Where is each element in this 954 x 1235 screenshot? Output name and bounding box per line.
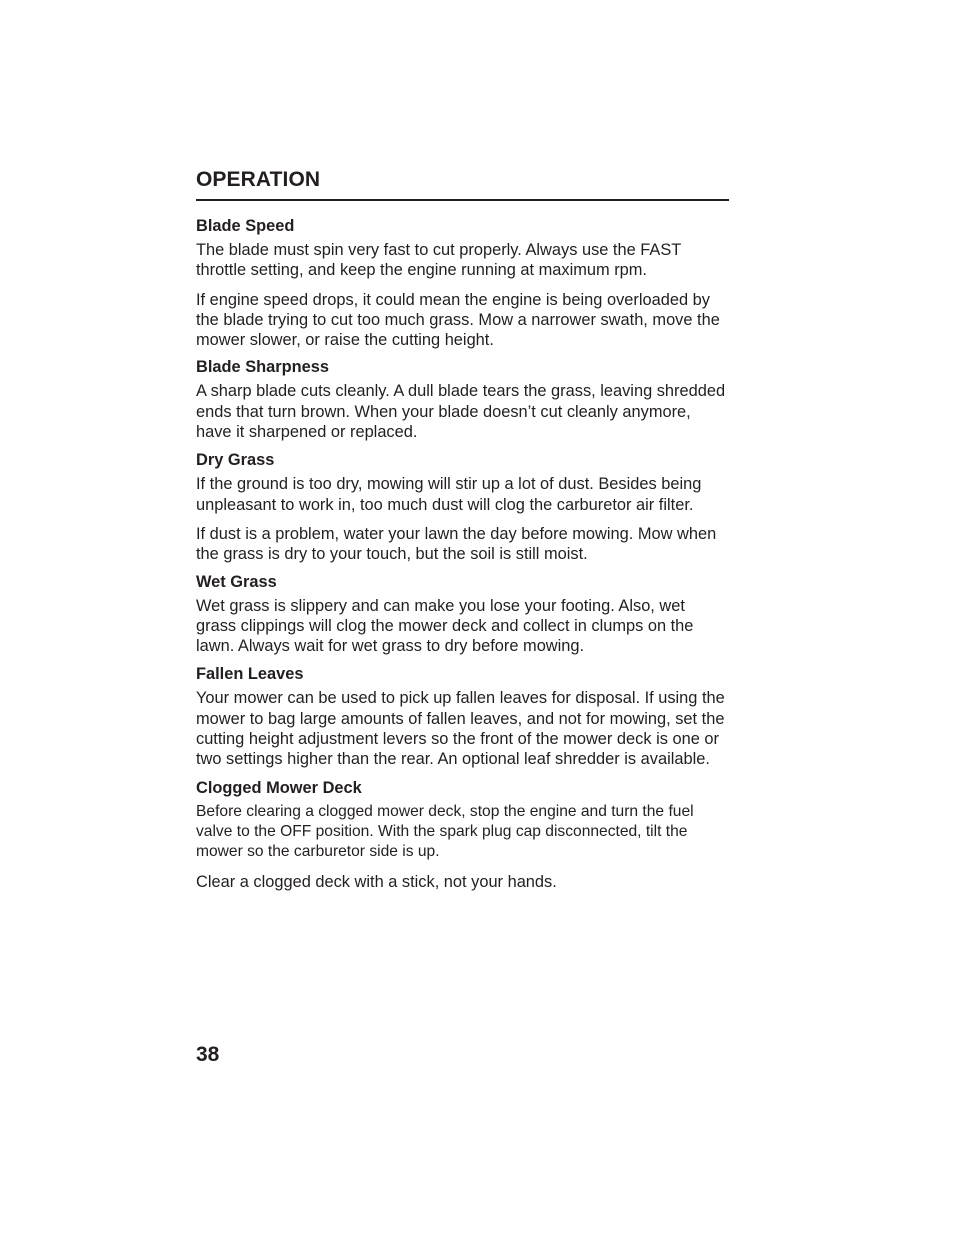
paragraph: Before clearing a clogged mower deck, stop the engine and turn the fuel valve to the OFF position. With the spark plug cap disconnected, tilt the mower so the carburetor side is up. [196, 802, 694, 861]
topic-fallen-leaves [196, 664, 729, 769]
paragraph: If the ground is too dry, mowing will stir up a lot of dust. Besides being unpleasant to work in, too much dust will clog the carburetor air filter. [196, 475, 702, 514]
topic-blade-sharpness [196, 357, 729, 442]
topic-blade-speed [196, 216, 729, 350]
topic-heading: Wet Grass [196, 572, 277, 591]
topic-heading: Dry Grass [196, 451, 275, 470]
topic-clogged-mower-deck [196, 778, 729, 892]
paragraph: Clear a clogged deck with a stick, not your hands. [196, 872, 557, 891]
page-number: 38 [196, 1043, 220, 1066]
topic-heading: Fallen Leaves [196, 665, 304, 684]
topic-dry-grass [196, 450, 729, 564]
paragraph: The blade must spin very fast to cut properly. Always use the FAST throttle setting, and keep the engine running at maximum rpm. [196, 241, 681, 280]
page-content [196, 167, 729, 892]
paragraph: If engine speed drops, it could mean the engine is being overloaded by the blade trying to cut too much grass. Mow a narrower swath, move the mower slower, or raise the cutting height. [196, 290, 720, 350]
topic-heading: Clogged Mower Deck [196, 778, 362, 797]
topic-heading: Blade Sharpness [196, 358, 329, 377]
paragraph: A sharp blade cuts cleanly. A dull blade tears the grass, leaving shredded ends that turn brown. When your blade doesn’t cut cleanly anymore, have it sharpened or replaced. [196, 382, 726, 442]
topic-wet-grass [196, 572, 729, 657]
topic-heading: Blade Speed [196, 217, 295, 235]
paragraph: Your mower can be used to pick up fallen leaves for disposal. If using the mower to bag large amounts of fallen leaves, and not for mowing, set the cutting height adjustment levers so the front of the mower deck is one or two settings higher than the rear. An optional leaf shredder is available. [196, 689, 725, 769]
paragraph: If dust is a problem, water your lawn the day before mowing. Mow when the grass is dry to your touch, but the soil is still moist. [196, 524, 717, 564]
paragraph: Wet grass is slippery and can make you lose your footing. Also, wet grass clippings will clog the mower deck and collect in clumps on the lawn. Always wait for wet grass to dry before mowing. [196, 596, 694, 656]
section-title: OPERATION [196, 167, 729, 201]
